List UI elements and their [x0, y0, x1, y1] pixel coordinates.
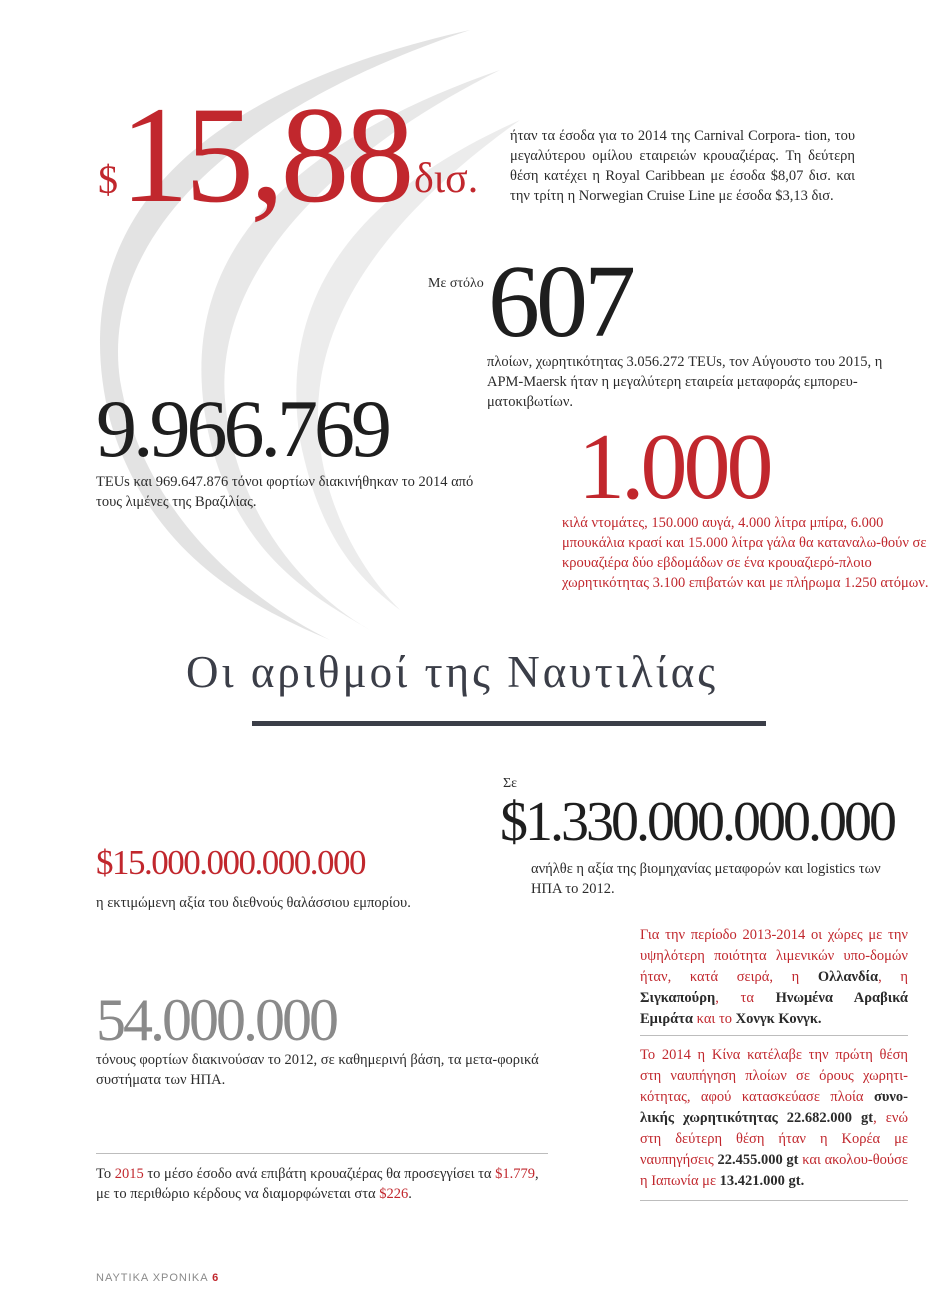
stat-us-logistics-prefix: Σε — [503, 776, 518, 791]
footnote-margin: $226 — [379, 1186, 409, 1202]
stat-revenue-text: ήταν τα έσοδα για το 2014 της Carnival Corpora- tion, του μεγαλύτερου ομίλου εταιρειών κρουαζιέρας. Τη δεύτερη θέση κατέχει η Royal Caribbean με έσοδα $8,07 δισ. και την τρίτη η Norwegian Cruise Line με έσοδα $3,13 δισ. — [510, 128, 855, 204]
footer-page-number: 6 — [212, 1272, 220, 1284]
footer-publication: ΝΑΥΤΙΚΑ ΧΡΟΝΙΚΑ — [96, 1272, 208, 1284]
stat-cruise-text: κιλά ντομάτες, 150.000 αυγά, 4.000 λίτρα μπίρα, 6.000 μπουκάλια κρασί και 15.000 λίτρα γάλα θα καταναλω-θούν σε κρουαζιέρα δύο εβδομάδων σε ένα κρουαζιερό-πλοιο χωρητικότητας 3.100 επιβατών και με πλήρωμα 1.250 ατόμων. — [562, 515, 929, 591]
shipbuilding-text-1: Το 2014 η Κίνα κατέλαβε την πρώτη θέση στη ναυπήγηση πλοίων σε όρους χωρητι-κότητας, αφού κατασκεύασε πλοία — [640, 1047, 908, 1105]
stat-us-logistics-text: ανήλθε η αξία της βιομηχανίας μεταφορών και logistics των ΗΠΑ το 2012. — [531, 861, 881, 897]
footer — [96, 1272, 219, 1284]
footnote-year: 2015 — [114, 1166, 144, 1182]
korea-capacity: 22.455.000 gt — [717, 1152, 799, 1168]
country-uae: Ηνωμένα Αραβικά Εμιράτα — [640, 990, 908, 1027]
footnote-revenue: $1.779 — [495, 1166, 536, 1182]
stat-us-freight-number: 54.000.000 — [96, 987, 336, 1053]
stat-fleet-prefix: Με στόλο — [428, 276, 484, 291]
shipbuilding-box — [640, 1045, 908, 1192]
stat-trade-number: $15.000.000.000.000 — [96, 843, 365, 882]
country-hong-kong: Χονγκ Κονγκ. — [735, 1011, 822, 1027]
stat-revenue-number: 15,88 — [120, 78, 411, 231]
stat-trade-text: η εκτιμώμενη αξία του διεθνούς θαλάσσιου εμπορίου. — [96, 895, 411, 911]
stat-revenue-currency: $ — [98, 157, 118, 202]
section-title-underline — [252, 721, 766, 726]
ports-text-3: , τα — [715, 990, 776, 1006]
country-singapore: Σιγκαπούρη — [640, 990, 716, 1006]
stat-cruise-number: 1.000 — [578, 415, 770, 519]
shipbuilding-text-3: και ακολου-θούσε η Ιαπωνία με — [640, 1152, 908, 1189]
box-divider-bottom — [640, 1200, 908, 1201]
footnote-part-2: το μέσο έσοδο ανά επιβάτη κρουαζιέρας θα προσεγγίσει τα — [143, 1166, 496, 1182]
stat-fleet-number: 607 — [488, 244, 632, 359]
stat-brazil-text: TEUs και 969.647.876 τόνοι φορτίων διακινήθηκαν το 2014 από τους λιμένες της Βραζιλίας. — [96, 474, 474, 510]
country-netherlands: Ολλανδία — [817, 969, 879, 985]
footnote-divider — [96, 1153, 548, 1154]
japan-capacity: 13.421.000 gt. — [719, 1173, 805, 1189]
ports-quality-box — [640, 925, 908, 1030]
section-title: Οι αριθμοί της Ναυτιλίας — [186, 647, 719, 697]
stat-us-logistics-number: $1.330.000.000.000 — [500, 791, 894, 853]
shipbuilding-text-2: , ενώ στη δεύτερη θέση ήταν η Κορέα με ναυπηγήσεις — [640, 1110, 908, 1168]
footnote-part-1: Το — [96, 1166, 115, 1182]
stat-revenue-unit: δισ. — [414, 156, 479, 202]
ports-text-1: Για την περίοδο 2013-2014 οι χώρες με την υψηλότερη ποιότητα λιμενικών υπο-δομών ήταν, κατά σειρά, η — [640, 927, 908, 985]
box-divider — [640, 1035, 908, 1036]
ports-text-2: , η — [878, 969, 908, 985]
footnote-part-3: , με το περιθώριο κέρδους να διαμορφώνεται στα — [96, 1166, 539, 1202]
ports-text-4: και το — [693, 1011, 736, 1027]
stat-brazil-number: 9.966.769 — [96, 383, 388, 474]
stat-us-freight-text: τόνους φορτίων διακινούσαν το 2012, σε καθημερινή βάση, τα μετα-φορικά συστήματα των ΗΠΑ. — [96, 1052, 539, 1088]
china-capacity: συνο-λικής χωρητικότητας 22.682.000 gt — [640, 1089, 908, 1126]
stat-fleet-text: πλοίων, χωρητικότητας 3.056.272 TEUs, τον Αύγουστο του 2015, η APM-Maersk ήταν η μεγαλύτερη εταιρεία μεταφοράς εμπορευ-ματοκιβωτίων. — [487, 354, 883, 410]
footnote-part-4: . — [408, 1186, 412, 1202]
footnote-text — [96, 1164, 556, 1204]
